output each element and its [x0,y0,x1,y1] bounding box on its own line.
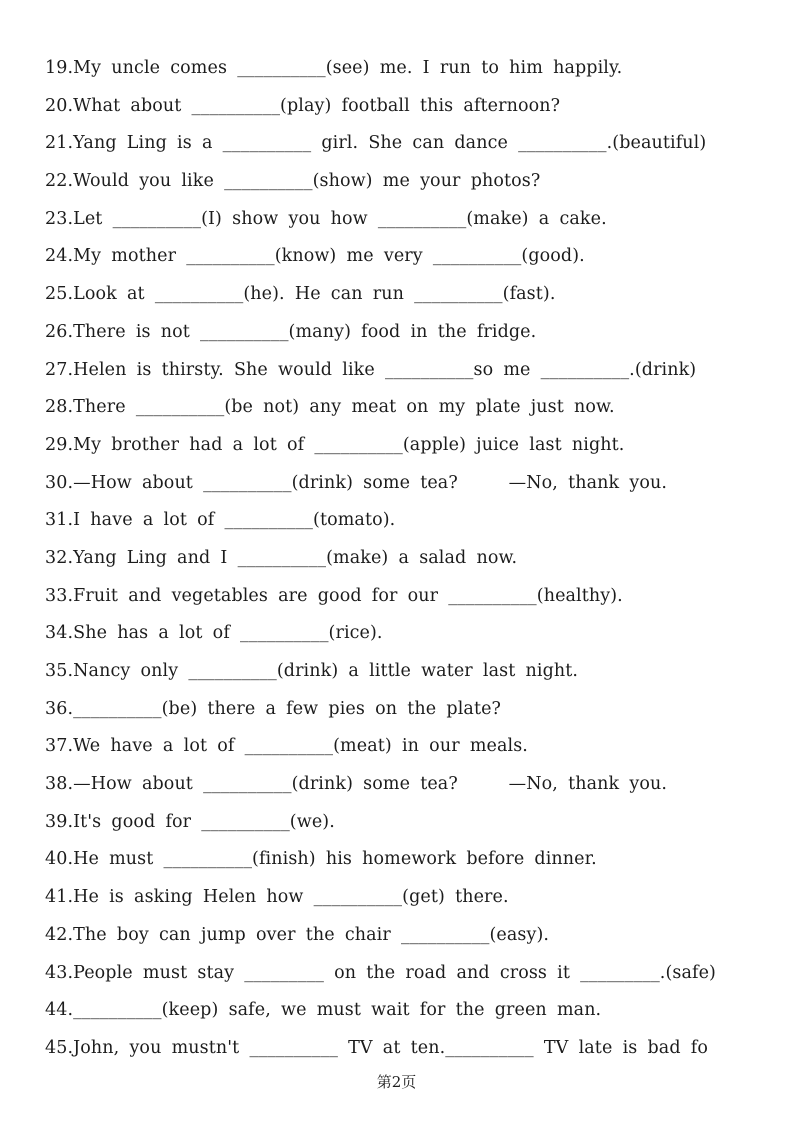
exercise-line-37: 37.We have a lot of __________(meat) in our meals. [45,736,528,757]
exercise-line-19: 19.My uncle comes __________(see) me. I run to him happily. [45,58,623,78]
exercise-line-30: 30.—How about __________(drink) some tea? —No, thank you. [45,472,668,493]
exercise-line-40: 40.He must __________(finish) his homework before dinner. [45,849,597,870]
exercise-line-25: 25.Look at __________(he). He can run __________(fast). [45,284,556,305]
page-number: 第2页 [376,1073,417,1091]
exercise-line-27: 27.Helen is thirsty. She would like __________so me __________.(drink) [45,359,697,380]
exercise-line-28: 28.There __________(be not) any meat on my plate just now. [45,397,615,418]
exercise-line-29: 29.My brother had a lot of __________(apple) juice last night. [45,434,625,455]
exercise-line-20: 20.What about __________(play) football this afternoon? [45,95,561,116]
exercise-line-41: 41.He is asking Helen how __________(get) there. [45,887,509,908]
exercise-line-22: 22.Would you like __________(show) me your photos? [45,171,541,192]
exercise-line-38: 38.—How about __________(drink) some tea? —No, thank you. [45,774,668,795]
exercise-line-39: 39.It's good for __________(we). [45,811,335,832]
exercise-line-21: 21.Yang Ling is a __________ girl. She can dance __________.(beautiful) [45,133,707,154]
exercise-line-32: 32.Yang Ling and I __________(make) a salad now. [45,547,518,568]
exercise-line-34: 34.She has a lot of __________(rice). [45,623,383,644]
exercise-line-33: 33.Fruit and vegetables are good for our __________(healthy). [45,585,623,606]
exercise-list [45,50,793,1068]
exercise-line-35: 35.Nancy only __________(drink) a little water last night. [45,661,579,681]
exercise-line-24: 24.My mother __________(know) me very __________(good). [45,246,585,267]
exercise-line-36: 36.__________(be) there a few pies on the plate? [45,698,502,719]
exercise-line-43: 43.People must stay _________ on the road and cross it _________.(safe) [45,962,716,983]
exercise-line-23: 23.Let __________(I) show you how __________(make) a cake. [45,208,607,229]
exercise-line-44: 44.__________(keep) safe, we must wait for the green man. [45,1000,602,1021]
exercise-line-26: 26.There is not __________(many) food in the fridge. [45,321,537,342]
exercise-line-31: 31.I have a lot of __________(tomato). [45,510,396,531]
exercise-line-45: 45.John, you mustn't __________ TV at ten.__________ TV late is bad fo [45,1037,709,1058]
exercise-line-42: 42.The boy can jump over the chair __________(easy). [45,924,550,945]
